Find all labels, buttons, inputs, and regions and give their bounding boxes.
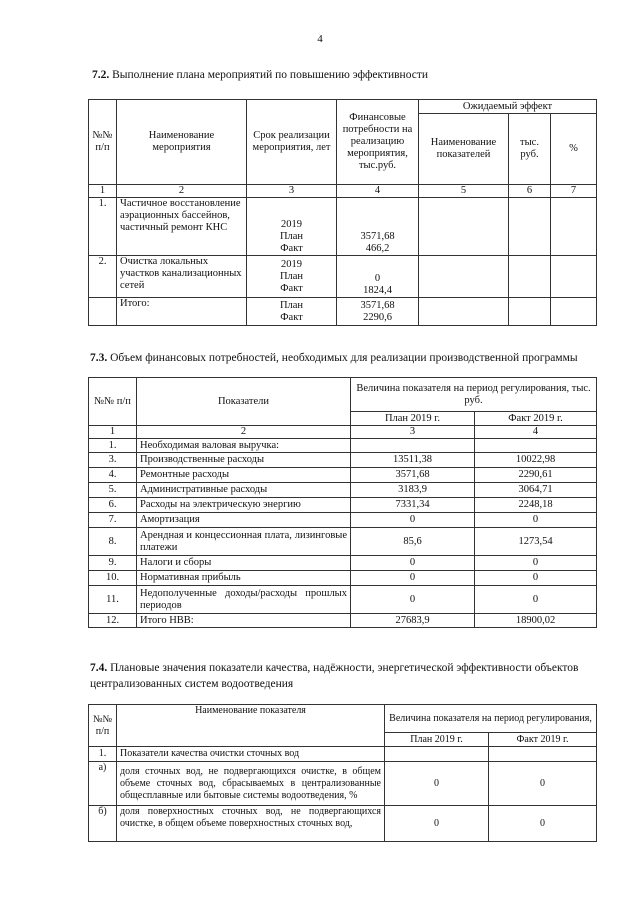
row-name: Амортизация [137, 513, 351, 528]
table-row [89, 556, 597, 571]
row-fact: 3064,71 [475, 483, 597, 498]
row-fact: 0 [489, 762, 597, 806]
row-num: а) [89, 762, 117, 806]
table-row [89, 571, 597, 586]
header-fact: Факт 2019 г. [475, 412, 597, 426]
row-plan: 0 [351, 571, 475, 586]
row-num: 5. [89, 483, 137, 498]
row-effect-rub [509, 256, 551, 298]
table-row [89, 453, 597, 468]
row-effect-name [419, 256, 509, 298]
header-num: №№ п/п [89, 705, 117, 747]
row-num: 1. [89, 198, 117, 256]
quality-indicators-table [88, 704, 597, 842]
row-name: Ремонтные расходы [137, 468, 351, 483]
page-number: 4 [317, 33, 323, 45]
col-number: 3 [351, 426, 475, 439]
section-number: 7.4. [90, 662, 108, 674]
table-row [89, 747, 597, 762]
row-finance [337, 256, 419, 298]
row-name: Итого НВВ: [137, 614, 351, 628]
header-num: №№ п/п [89, 378, 137, 426]
header-effect: Ожидаемый эффект [419, 100, 597, 114]
row-name: Арендная и концессионная плата, лизинговые платежи [137, 528, 351, 556]
col-number: 5 [419, 185, 509, 198]
term-year: 2019 [281, 258, 302, 270]
row-num: 11. [89, 586, 137, 614]
row-plan [385, 747, 489, 762]
term-plan: План [279, 270, 304, 282]
row-num: 2. [89, 256, 117, 298]
col-number: 2 [117, 185, 247, 198]
col-number: 1 [89, 185, 117, 198]
section-title-text: Плановые значения показатели качества, надёжности, энергетической эффективности объектов централизованных систем водоотведения [90, 662, 579, 690]
header-term: Срок реализации мероприятия, лет [247, 100, 337, 185]
col-number: 4 [475, 426, 597, 439]
row-name: Частичное восстановление аэрационных бассейнов, частичный ремонт КНС [117, 198, 247, 256]
total-num [89, 298, 117, 326]
section-number: 7.2. [92, 69, 110, 81]
finance-plan: 0 [374, 273, 381, 284]
row-fact: 0 [475, 513, 597, 528]
header-effect-pct: % [551, 114, 597, 185]
total-effect-rub [509, 298, 551, 326]
row-plan: 13511,38 [351, 453, 475, 468]
table-row [89, 439, 597, 453]
row-effect-pct [551, 256, 597, 298]
term-plan: План [279, 299, 304, 311]
row-name: Административные расходы [137, 483, 351, 498]
row-name: Производственные расходы [137, 453, 351, 468]
total-label: Итого: [117, 298, 247, 326]
total-row [89, 614, 597, 628]
total-finance [337, 298, 419, 326]
total-term [247, 298, 337, 326]
row-fact [489, 747, 597, 762]
row-term [247, 256, 337, 298]
header-finance: Финансовые потребности на реализацию мероприятия, тыс.руб. [337, 100, 419, 185]
total-row [89, 298, 597, 326]
finance-fact: 466,2 [365, 243, 390, 254]
section-7-4-title [90, 660, 596, 692]
col-number: 1 [89, 426, 137, 439]
row-name: Расходы на электрическую энергию [137, 498, 351, 513]
row-fact: 2290,61 [475, 468, 597, 483]
row-plan: 3183,9 [351, 483, 475, 498]
row-fact: 18900,02 [475, 614, 597, 628]
row-plan: 0 [385, 762, 489, 806]
row-num: 3. [89, 453, 137, 468]
finance-fact: 2290,6 [363, 311, 392, 323]
row-term [247, 198, 337, 256]
header-plan: План 2019 г. [351, 412, 475, 426]
term-fact: Факт [280, 311, 303, 323]
term-fact: Факт [280, 282, 303, 294]
col-number: 2 [137, 426, 351, 439]
row-plan: 27683,9 [351, 614, 475, 628]
row-fact: 10022,98 [475, 453, 597, 468]
row-fact: 0 [475, 571, 597, 586]
col-number: 6 [509, 185, 551, 198]
table-row [89, 256, 597, 298]
row-plan: 85,6 [351, 528, 475, 556]
row-fact: 0 [489, 806, 597, 842]
row-num: 10. [89, 571, 137, 586]
header-effect-name: Наименование показателей [419, 114, 509, 185]
row-name: Недополученные доходы/расходы прошлых периодов [137, 586, 351, 614]
row-name: Нормативная прибыль [137, 571, 351, 586]
total-effect-pct [551, 298, 597, 326]
row-effect-pct [551, 198, 597, 256]
financial-needs-table [88, 377, 597, 628]
row-effect-name [419, 198, 509, 256]
row-fact: 0 [475, 556, 597, 571]
row-num: 4. [89, 468, 137, 483]
section-title-text: Выполнение плана мероприятий по повышению эффективности [112, 69, 429, 81]
row-name: Показатели качества очистки сточных вод [117, 747, 385, 762]
row-plan: 0 [351, 513, 475, 528]
table-row [89, 468, 597, 483]
row-plan [351, 439, 475, 453]
col-number: 3 [247, 185, 337, 198]
header-fact: Факт 2019 г. [489, 733, 597, 747]
row-plan: 0 [351, 556, 475, 571]
column-number-row [89, 426, 597, 439]
table-row [89, 198, 597, 256]
table-row [89, 806, 597, 842]
row-fact: 0 [475, 586, 597, 614]
column-number-row [89, 185, 597, 198]
row-num: 9. [89, 556, 137, 571]
table-row [89, 498, 597, 513]
header-plan: План 2019 г. [385, 733, 489, 747]
row-num: 6. [89, 498, 137, 513]
table-row [89, 513, 597, 528]
row-finance [337, 198, 419, 256]
row-name: Очистка локальных участков канализационных сетей [117, 256, 247, 298]
row-fact: 1273,54 [475, 528, 597, 556]
header-value: Величина показателя на период регулирования, [385, 705, 597, 733]
row-num: б) [89, 806, 117, 842]
row-num: 8. [89, 528, 137, 556]
row-plan: 0 [385, 806, 489, 842]
efficiency-plan-table [88, 99, 597, 326]
row-effect-rub [509, 198, 551, 256]
term-fact: Факт [280, 243, 303, 254]
header-num: №№ п/п [89, 100, 117, 185]
row-name: Налоги и сборы [137, 556, 351, 571]
row-num: 7. [89, 513, 137, 528]
row-plan: 0 [351, 586, 475, 614]
row-fact: 2248,18 [475, 498, 597, 513]
row-num: 12. [89, 614, 137, 628]
section-7-3-title [90, 351, 578, 365]
table-row [89, 762, 597, 806]
row-name: доля сточных вод, не подвергающихся очистке, в общем объеме сточных вод, сбрасываемых в централизованные общесплавные или бытовые системы водоотведения, % [117, 762, 385, 806]
header-name: Наименование показателя [117, 705, 385, 747]
header-name: Наименование мероприятия [117, 100, 247, 185]
term-plan: План [279, 231, 304, 242]
finance-plan: 3571,68 [360, 231, 395, 242]
row-plan: 7331,34 [351, 498, 475, 513]
row-name: доля поверхностных сточных вод, не подвергающихся очистке, в общем объеме поверхностных сточных вод, [117, 806, 385, 842]
section-title-text: Объем финансовых потребностей, необходимых для реализации производственной программы [110, 352, 578, 364]
col-number: 4 [337, 185, 419, 198]
finance-plan: 3571,68 [360, 299, 395, 311]
row-plan: 3571,68 [351, 468, 475, 483]
term-year: 2019 [281, 219, 302, 230]
row-num: 1. [89, 439, 137, 453]
total-effect-name [419, 298, 509, 326]
row-name: Необходимая валовая выручка: [137, 439, 351, 453]
table-row [89, 528, 597, 556]
row-num: 1. [89, 747, 117, 762]
table-row [89, 586, 597, 614]
header-effect-rub: тыс. руб. [509, 114, 551, 185]
section-7-2-title [92, 68, 428, 82]
header-value: Величина показателя на период регулирования, тыс. руб. [351, 378, 597, 412]
table-row [89, 483, 597, 498]
header-indicator: Показатели [137, 378, 351, 426]
section-number: 7.3. [90, 352, 108, 364]
row-fact [475, 439, 597, 453]
col-number: 7 [551, 185, 597, 198]
finance-fact: 1824,4 [363, 285, 392, 296]
